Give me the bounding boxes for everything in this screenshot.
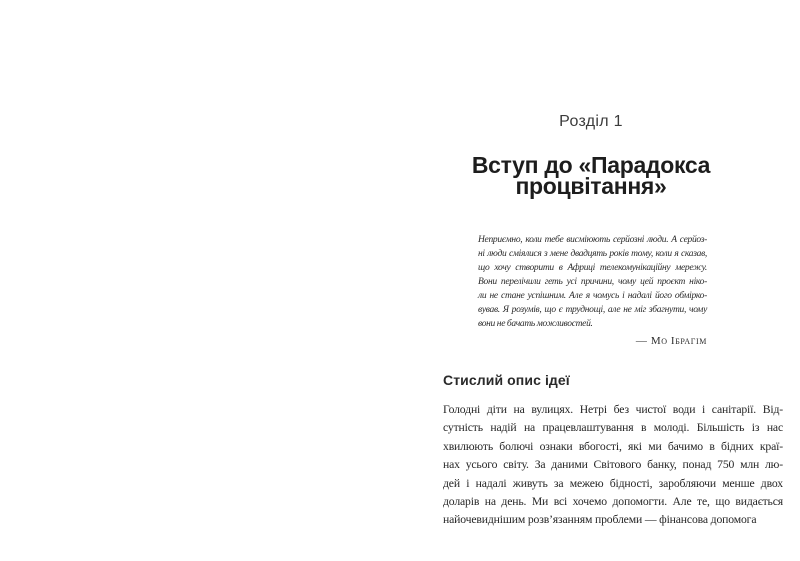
epigraph-attribution: — Мо Ібрагім: [635, 335, 707, 347]
epigraph-line: що хочу створити в Африці телекомунікаційну мережу.: [478, 263, 707, 273]
epigraph-line: Неприємно, коли тебе висміюють серйозні люди. А серйоз-: [478, 235, 707, 245]
chapter-title-line: процвітання»: [515, 173, 667, 199]
body-line: нах усього світу. За даними Світового банку, понад 750 млн лю-: [443, 458, 783, 472]
summary-paragraph: [443, 401, 783, 530]
body-line: Голодні діти на вулицях. Нетрі без чистої води і санітарії. Від-: [443, 403, 783, 416]
section-heading: Стислий опис ідеї: [443, 372, 570, 388]
epigraph-line: ні люди сміялися з мене двадцять років тому, коли я сказав,: [478, 249, 707, 259]
epigraph-line: ли не стане успішним. Але я чомусь і надалі його обмірко-: [478, 291, 707, 301]
body-line: доларів на день. Ми всі хочемо допомогти. Але те, що видається: [443, 495, 783, 509]
body-line: найочевиднішим розв’язанням проблеми — фінансова допомога: [443, 513, 757, 527]
epigraph-line: вони не бачать можливостей.: [478, 319, 593, 329]
epigraph-block: [478, 233, 707, 348]
chapter-title-line: Вступ до «Парадокса: [471, 152, 711, 178]
chapter-label: Розділ 1: [559, 113, 623, 130]
body-line: сутність надій на працевлаштування в молоді. Більшість із нас: [443, 421, 783, 435]
body-line: дей і надалі живуть за межею бідності, заробляючи менше двох: [443, 476, 783, 490]
epigraph-line: вував. Я розумів, що є труднощі, але не міг збагнути, чому: [478, 305, 707, 315]
body-line: хвилюють болючі ознаки вбогості, які ми бачимо в бідних краї-: [443, 439, 783, 453]
epigraph-line: Вони перелічили геть усі причини, чому цей проєкт ніко-: [478, 277, 707, 287]
chapter-head: [406, 112, 776, 197]
chapter-title: [406, 152, 776, 199]
